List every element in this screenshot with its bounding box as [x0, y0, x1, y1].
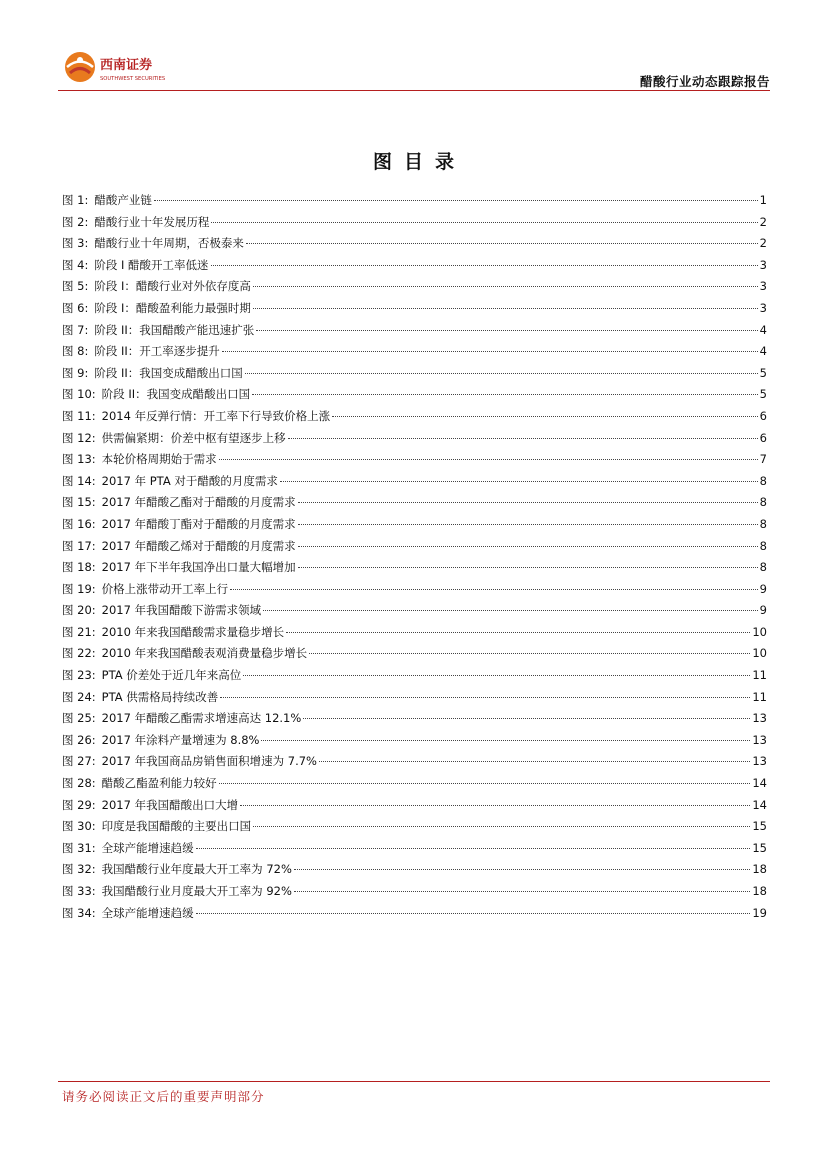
toc-entry-title[interactable]: 2017 年涂料产量增速为 8.8% [101, 732, 260, 747]
toc-entry[interactable] [62, 278, 767, 300]
toc-entry-label: 图 8: [62, 344, 89, 359]
toc-entry[interactable] [62, 192, 767, 214]
toc-entry-page[interactable]: 5 [759, 365, 767, 380]
toc-entry-title[interactable]: 醋酸乙酯盈利能力较好 [101, 776, 217, 791]
toc-entry-page[interactable]: 3 [759, 279, 767, 294]
page-header [60, 44, 770, 96]
toc-entry-label: 图 12: [62, 430, 96, 445]
toc-entry-page[interactable]: 6 [759, 408, 767, 423]
toc-entry-page[interactable]: 8 [759, 495, 767, 510]
toc-entry[interactable] [62, 710, 767, 732]
toc-entry-page[interactable]: 14 [752, 776, 767, 791]
toc-entry-label: 图 16: [62, 516, 96, 531]
toc-entry-title[interactable]: 阶段 I：醋酸盈利能力最强时期 [94, 300, 251, 315]
toc-entry[interactable] [62, 581, 767, 603]
toc-entry-label: 图 10: [62, 387, 96, 402]
toc-entry[interactable] [62, 365, 767, 387]
toc-entry-label: 图 30: [62, 819, 96, 834]
toc-dot-leader [286, 632, 750, 633]
toc-dot-leader [298, 546, 758, 547]
toc-entry-label: 图 31: [62, 840, 96, 855]
toc-entry[interactable] [62, 753, 767, 775]
toc-entry-page[interactable]: 8 [759, 516, 767, 531]
toc-entry[interactable] [62, 473, 767, 495]
toc-entry-page[interactable]: 2 [759, 214, 767, 229]
toc-entry-page[interactable]: 11 [752, 668, 767, 683]
toc-entry-page[interactable]: 5 [759, 387, 767, 402]
toc-dot-leader [243, 675, 750, 676]
toc-entry-label: 图 22: [62, 646, 96, 661]
toc-entry-title[interactable]: 阶段 II：我国变成醋酸出口国 [101, 387, 251, 402]
toc-entry[interactable] [62, 797, 767, 819]
toc-entry-label: 图 20: [62, 603, 96, 618]
toc-entry-title[interactable]: 价格上涨带动开工率上行 [101, 581, 229, 596]
toc-entry[interactable] [62, 257, 767, 279]
toc-entry-title[interactable]: 印度是我国醋酸的主要出口国 [101, 819, 252, 834]
toc-entry[interactable] [62, 732, 767, 754]
toc-dot-leader [261, 740, 750, 741]
toc-entry-label: 图 1: [62, 193, 89, 207]
toc-entry-title[interactable]: 2017 年下半年我国净出口量大幅增加 [101, 560, 296, 575]
toc-dot-leader [222, 351, 758, 352]
toc-entry-label: 图 26: [62, 732, 96, 747]
toc-dot-leader [220, 697, 750, 698]
toc-entry-page[interactable]: 13 [752, 732, 767, 747]
toc-entry-label: 图 32: [62, 862, 96, 877]
toc-entry-title[interactable]: 2017 年我国醋酸出口大增 [101, 797, 239, 812]
toc-entry[interactable] [62, 883, 767, 905]
toc-entry-title[interactable]: 2014 年反弹行情：开工率下行导致价格上涨 [101, 408, 331, 423]
toc-entry-title[interactable]: 阶段 II：开工率逐步提升 [94, 344, 220, 359]
toc-entry-title[interactable]: 我国醋酸行业月度最大开工率为 92% [101, 884, 292, 898]
toc-entry-label: 图 3: [62, 236, 89, 251]
toc-dot-leader [298, 567, 758, 568]
page-title: 图目录 [372, 151, 466, 173]
toc-entry[interactable] [62, 775, 767, 797]
toc-entry-page[interactable]: 15 [752, 840, 767, 855]
toc-entry[interactable] [62, 494, 767, 516]
toc-entry[interactable] [62, 602, 767, 624]
toc-dot-leader [196, 848, 751, 849]
toc-entry-title[interactable]: 2017 年醋酸乙酯需求增速高达 12.1% [101, 711, 302, 726]
toc-entry-page[interactable]: 19 [752, 905, 767, 920]
toc-entry-title[interactable]: 2010 年来我国醋酸需求量稳步增长 [101, 624, 285, 639]
toc-entry-label: 图 2: [62, 214, 89, 229]
toc-entry[interactable] [62, 559, 767, 581]
toc-dot-leader [256, 330, 757, 331]
toc-entry[interactable] [62, 343, 767, 365]
toc-dot-leader [211, 222, 757, 223]
toc-dot-leader [253, 286, 758, 287]
toc-entry[interactable] [62, 214, 767, 236]
toc-dot-leader [252, 394, 758, 395]
toc-entry-label: 图 17: [62, 538, 96, 553]
toc-entry-page[interactable]: 9 [759, 603, 767, 618]
toc-entry-title[interactable]: 2017 年醋酸丁酯对于醋酸的月度需求 [101, 516, 296, 531]
toc-entry-page[interactable]: 10 [752, 646, 767, 661]
toc-entry-title[interactable]: 阶段 I 醋酸开工率低迷 [94, 257, 209, 272]
toc-entry-label: 图 23: [62, 668, 96, 683]
toc-entry[interactable] [62, 322, 767, 344]
toc-entry-label: 图 24: [62, 689, 96, 704]
toc-entry-label: 图 18: [62, 560, 96, 575]
toc-entry[interactable] [62, 905, 767, 927]
toc-entry[interactable] [62, 645, 767, 667]
toc-entry-page[interactable]: 2 [759, 236, 767, 251]
toc-entry-page[interactable]: 3 [759, 257, 767, 272]
toc-entry-page[interactable]: 13 [752, 711, 767, 726]
toc-entry-label: 图 27: [62, 754, 96, 769]
toc-entry-page[interactable]: 8 [759, 473, 767, 488]
toc-entry[interactable] [62, 624, 767, 646]
toc-entry-title[interactable]: 供需偏紧期：价差中枢有望逐步上移 [101, 430, 286, 445]
toc-entry[interactable] [62, 386, 767, 408]
logo-cn-text: 西南证券 [100, 58, 153, 73]
toc-entry-page[interactable]: 8 [759, 538, 767, 553]
toc-dot-leader [230, 589, 758, 590]
toc-entry-title[interactable]: 阶段 II：我国变成醋酸出口国 [94, 365, 243, 380]
toc-entry-page[interactable]: 7 [759, 452, 767, 467]
toc-entry-title[interactable]: 全球产能增速趋缓 [101, 905, 194, 920]
toc-dot-leader [253, 826, 750, 827]
toc-entry-page[interactable]: 15 [752, 819, 767, 834]
toc-entry[interactable] [62, 516, 767, 538]
toc-entry-page[interactable]: 3 [759, 300, 767, 315]
toc-entry-title[interactable]: 阶段 II：我国醋酸产能迅速扩张 [94, 322, 255, 337]
toc-dot-leader [246, 243, 758, 244]
toc-entry[interactable] [62, 430, 767, 452]
toc-dot-leader [332, 416, 758, 417]
toc-entry-page[interactable]: 6 [759, 430, 767, 445]
toc-dot-leader [196, 913, 751, 914]
toc-entry-title[interactable]: 2017 年醋酸乙酯对于醋酸的月度需求 [101, 495, 296, 510]
toc-entry-title[interactable]: 我国醋酸行业年度最大开工率为 72% [101, 862, 292, 877]
toc-entry-label: 图 25: [62, 711, 96, 726]
toc-entry-page[interactable]: 18 [752, 884, 767, 898]
southwest-securities-logo [64, 50, 176, 84]
header-divider [58, 90, 770, 91]
toc-entry-label: 图 7: [62, 322, 89, 337]
toc-dot-leader [303, 718, 750, 719]
toc-entry-title[interactable]: 2017 年我国商品房销售面积增速为 7.7% [101, 754, 317, 769]
toc-entry-title[interactable]: 醋酸产业链 [94, 193, 152, 207]
toc-dot-leader [280, 481, 758, 482]
toc-entry[interactable] [62, 451, 767, 473]
toc-dot-leader [319, 761, 750, 762]
toc-dot-leader [245, 373, 758, 374]
toc-dot-leader [263, 610, 758, 611]
toc-dot-leader [288, 438, 758, 439]
toc-entry[interactable] [62, 861, 767, 883]
toc-entry-label: 图 9: [62, 365, 89, 380]
toc-entry-page[interactable]: 11 [752, 689, 767, 704]
toc-entry-title[interactable]: 2017 年 PTA 对于醋酸的月度需求 [101, 473, 278, 488]
toc-entry-label: 图 4: [62, 257, 89, 272]
toc-entry-title[interactable]: 2017 年醋酸乙烯对于醋酸的月度需求 [101, 538, 296, 553]
toc-entry-label: 图 15: [62, 495, 96, 510]
toc-entry-title[interactable]: PTA 供需格局持续改善 [101, 689, 219, 704]
toc-entry-label: 图 5: [62, 279, 89, 294]
toc-dot-leader [253, 308, 758, 309]
report-title: 醋酸行业动态跟踪报告 [639, 74, 770, 89]
toc-dot-leader [219, 459, 758, 460]
figure-table-of-contents [62, 192, 767, 926]
toc-entry-page[interactable]: 4 [759, 322, 767, 337]
toc-entry[interactable] [62, 818, 767, 840]
toc-entry-label: 图 21: [62, 624, 96, 639]
toc-entry-page[interactable]: 8 [759, 560, 767, 575]
toc-entry-label: 图 34: [62, 905, 96, 920]
toc-dot-leader [154, 200, 758, 201]
toc-dot-leader [294, 869, 750, 870]
toc-entry[interactable] [62, 840, 767, 862]
logo-en-text: SOUTHWEST SECURITIES [100, 76, 166, 82]
toc-entry[interactable] [62, 408, 767, 430]
toc-entry[interactable] [62, 300, 767, 322]
toc-entry-page[interactable]: 14 [752, 797, 767, 812]
footer-divider [58, 1081, 770, 1082]
toc-dot-leader [309, 653, 750, 654]
toc-entry-title[interactable]: 本轮价格周期始于需求 [101, 452, 217, 467]
toc-entry-label: 图 19: [62, 581, 96, 596]
toc-entry-page[interactable]: 9 [759, 581, 767, 596]
toc-entry-label: 图 28: [62, 776, 96, 791]
toc-entry-label: 图 6: [62, 300, 89, 315]
toc-entry-label: 图 33: [62, 884, 96, 898]
toc-entry-page[interactable]: 18 [752, 862, 767, 877]
toc-entry[interactable] [62, 689, 767, 711]
toc-entry[interactable] [62, 538, 767, 560]
toc-entry-title[interactable]: 醋酸行业十年发展历程 [94, 214, 210, 229]
toc-entry-title[interactable]: 全球产能增速趋缓 [101, 840, 194, 855]
toc-entry-label: 图 11: [62, 408, 96, 423]
toc-entry-page[interactable]: 13 [752, 754, 767, 769]
toc-entry-title[interactable]: 阶段 I：醋酸行业对外依存度高 [94, 279, 251, 294]
footer-disclaimer: 请务必阅读正文后的重要声明部分 [62, 1089, 265, 1104]
toc-dot-leader [298, 524, 758, 525]
toc-entry-page[interactable]: 4 [759, 344, 767, 359]
toc-entry-title[interactable]: 2010 年来我国醋酸表观消费量稳步增长 [101, 646, 308, 661]
toc-entry-title[interactable]: 2017 年我国醋酸下游需求领域 [101, 603, 262, 618]
toc-entry-label: 图 13: [62, 452, 96, 467]
toc-entry[interactable] [62, 667, 767, 689]
toc-entry[interactable] [62, 235, 767, 257]
toc-entry-page[interactable]: 10 [752, 624, 767, 639]
toc-dot-leader [298, 502, 758, 503]
toc-dot-leader [211, 265, 758, 266]
toc-entry-page[interactable]: 1 [759, 193, 767, 207]
toc-entry-label: 图 14: [62, 473, 96, 488]
toc-dot-leader [294, 891, 750, 892]
toc-dot-leader [240, 805, 750, 806]
toc-entry-label: 图 29: [62, 797, 96, 812]
toc-dot-leader [219, 783, 751, 784]
toc-entry-title[interactable]: 醋酸行业十年周期，否极泰来 [94, 236, 244, 251]
toc-entry-title[interactable]: PTA 价差处于近几年来高位 [101, 668, 242, 683]
